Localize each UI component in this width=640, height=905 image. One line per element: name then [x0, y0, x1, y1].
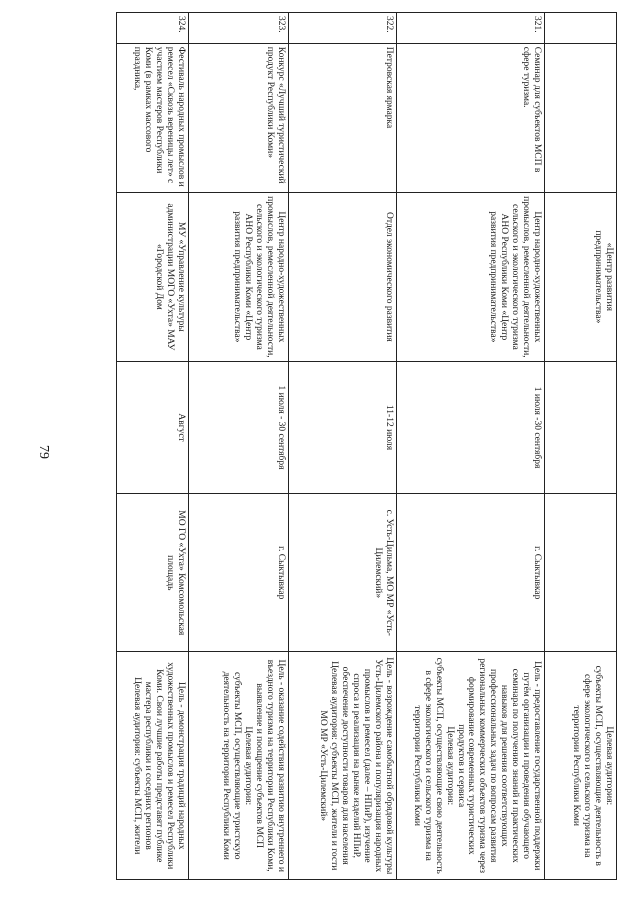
row-number: 324.	[117, 13, 189, 44]
description-line: Цель - оказание содействия развитию внутреннего и въездного туризма на территории Республики Коми, выявление и поощрение субъектов МСП	[254, 659, 286, 872]
event-name: Семинар для субъектов МСП в сфере туризма.	[397, 43, 545, 192]
description-line: Цель - предоставление государственной поддержки путём организации и проведения обучающего семинара по получению знаний и практических навыков для решения соответствующих профессиональных задач по вопросам развития региональных коммерческих объектов туризма через формирование современных туристических продуктов и сервиса	[455, 658, 542, 874]
event-organizer: «Центр развития предпринимательства»	[545, 192, 617, 361]
table-row	[545, 13, 617, 880]
table-row	[117, 13, 189, 880]
event-name	[545, 43, 617, 192]
events-table	[116, 12, 617, 880]
event-place: г. Сыктывкар	[189, 494, 289, 652]
description-line: Целевая аудитория: субъекты МСП, жители	[132, 677, 143, 855]
description-line: субъекты МСП, осуществляющие туристскую деятельность на территории Республики Коми	[221, 671, 243, 860]
event-dates	[545, 361, 617, 493]
event-organizer: Отдел экономического развития	[289, 192, 397, 361]
description-line: Целевая аудитория:	[243, 726, 254, 806]
event-dates: 1 июля - 30 сентября	[189, 361, 289, 493]
event-description	[397, 652, 545, 880]
description-line: Цель - возрождение самобытной обрядовой культуры Усть-Цилемского района и популяризация народных промыслов и ремесел (далее – НПиР), изучение спроса и реализация на рынке изделий НПиР, обеспечение доступности товаров для населения	[340, 657, 394, 875]
row-number	[545, 13, 617, 44]
description-line: Целевая аудитория:	[444, 726, 455, 806]
description-line: Целевая аудитория:	[604, 726, 614, 806]
event-dates: 11-12 июля	[289, 361, 397, 493]
table-row	[397, 13, 545, 880]
event-description	[545, 652, 617, 880]
description-line: Целевая аудитория: субъекты МСП, жители и гости МО МР «Усть-Цилемский»	[318, 661, 340, 871]
description-line: субъекты МСП, осуществляющие деятельность в сфере экологического и сельского туризма на территории Республики Коми	[571, 665, 604, 866]
event-place: с. Усть-Цильма, МО МР «Усть-Цилемский»	[289, 494, 397, 652]
event-place: МО ГО «Ухта» Комсомольская площадь	[117, 494, 189, 652]
table-row	[189, 13, 289, 880]
table-row	[289, 13, 397, 880]
row-number: 323.	[189, 13, 289, 44]
event-organizer: Центр народно-художественных промыслов, ремесленной деятельности, сельского и экологического туризма АНО Республики Коми «Центр развития предпринимательства»	[189, 192, 289, 361]
rotated-page-content	[117, 12, 617, 880]
event-place	[545, 494, 617, 652]
event-dates: 1 июля -30 сентября	[397, 361, 545, 493]
event-organizer: МУ «Управление культуры администрации МОГО «Ухта» МАУ «Городской Дом	[117, 192, 189, 361]
event-description	[189, 652, 289, 880]
event-organizer: Центр народно-художественных промыслов, ремесленной деятельности, сельского и экологического туризма АНО Республики Коми «Центр развития предпринимательства»	[397, 192, 545, 361]
event-name: Конкурс «Лучший туристический продукт Республики Коми»	[189, 43, 289, 192]
event-place: г. Сыктывкар	[397, 494, 545, 652]
event-name: Петровская ярмарка	[289, 43, 397, 192]
page-number: 79	[36, 445, 51, 459]
row-number: 322.	[289, 13, 397, 44]
event-description	[117, 652, 189, 880]
event-description	[289, 652, 397, 880]
event-dates: Август	[117, 361, 189, 493]
description-line: субъекты МСП, осуществляющие свою деятельность в сфере экологического и сельского туризма на территории Республики Коми	[411, 657, 444, 874]
description-line: Цель - демонстрация традиций народных художественных промыслов и ремесел Республики Коми. Свои лучшие работы представят публике мастера республики и соседних регионов	[143, 662, 186, 870]
row-number: 321.	[397, 13, 545, 44]
event-name: Фестиваль народных промыслов и ремесел «Сквозь вереницы лет» с участием мастеров Республики Коми (в рамках массового праздника,	[117, 43, 189, 192]
